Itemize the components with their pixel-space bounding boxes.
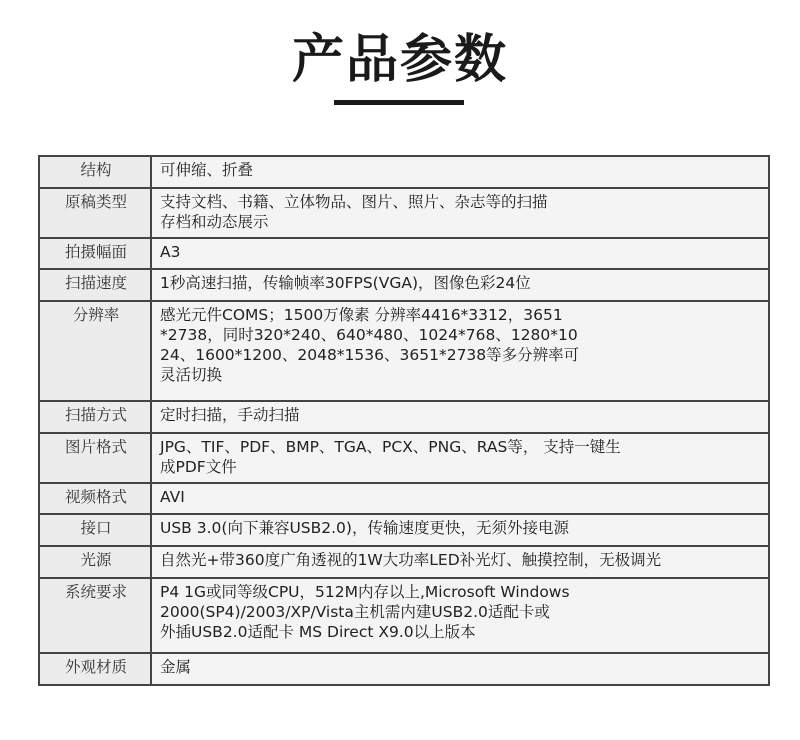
row-label: 视频格式 [39, 483, 151, 514]
table-row [39, 401, 769, 433]
row-value-cell [151, 653, 769, 685]
row-value-cell [151, 269, 769, 301]
table-row [39, 653, 769, 685]
spec-table-body [39, 156, 769, 685]
page-title: 产品参数 [291, 30, 508, 90]
row-value-cell [151, 433, 769, 483]
row-label: 原稿类型 [39, 188, 151, 238]
row-value: 自然光+带360度广角透视的1W大功率LED补光灯、触摸控制，无极调光 [160, 551, 662, 569]
row-value: A3 [160, 243, 181, 261]
table-row [39, 156, 769, 188]
row-label: 扫描速度 [39, 269, 151, 301]
row-label: 分辨率 [39, 301, 151, 401]
table-row [39, 433, 769, 483]
row-value-cell [151, 578, 769, 653]
row-value: JPG、TIF、PDF、BMP、TGA、PCX、PNG、RAS等， 支持一键生 成PDF文件 [160, 438, 621, 476]
table-row [39, 301, 769, 401]
header [0, 0, 800, 140]
row-value: 支持文档、书籍、立体物品、图片、照片、杂志等的扫描 存档和动态展示 [160, 193, 548, 231]
table-row [39, 238, 769, 269]
row-value-cell [151, 301, 769, 401]
title-underline [334, 100, 464, 105]
row-value: 可伸缩、折叠 [160, 161, 254, 179]
row-value-cell [151, 546, 769, 578]
row-value-cell [151, 483, 769, 514]
table-row [39, 483, 769, 514]
row-value-cell [151, 238, 769, 269]
row-value-cell [151, 156, 769, 188]
row-label: 接口 [39, 514, 151, 546]
row-label: 扫描方式 [39, 401, 151, 433]
table-row [39, 578, 769, 653]
row-value: 金属 [160, 658, 192, 676]
row-value: P4 1G或同等级CPU，512M内存以上,Microsoft Windows 2000(SP4)/2003/XP/Vista主机需内建USB2.0适配卡或 外插USB2.0适配卡 MS Direct X9.0以上版本 [160, 583, 570, 641]
spec-table [38, 155, 770, 686]
table-row [39, 514, 769, 546]
row-label: 光源 [39, 546, 151, 578]
row-value: 1秒高速扫描，传输帧率30FPS(VGA)，图像色彩24位 [160, 274, 531, 292]
row-label: 结构 [39, 156, 151, 188]
row-value: USB 3.0(向下兼容USB2.0)，传输速度更快，无须外接电源 [160, 519, 569, 537]
row-label: 图片格式 [39, 433, 151, 483]
row-value-cell [151, 514, 769, 546]
row-label: 拍摄幅面 [39, 238, 151, 269]
table-row [39, 546, 769, 578]
table-row [39, 269, 769, 301]
row-value: AVI [160, 488, 185, 506]
row-value: 感光元件COMS；1500万像素 分辨率4416*3312，3651 *2738，同时320*240、640*480、1024*768、1280*10 24、1600*1200、2048*1536、3651*2738等多分辨率可 灵活切换 [160, 306, 580, 384]
row-label: 外观材质 [39, 653, 151, 685]
row-value-cell [151, 188, 769, 238]
row-label: 系统要求 [39, 578, 151, 653]
table-row [39, 188, 769, 238]
row-value-cell [151, 401, 769, 433]
row-value: 定时扫描，手动扫描 [160, 406, 300, 424]
